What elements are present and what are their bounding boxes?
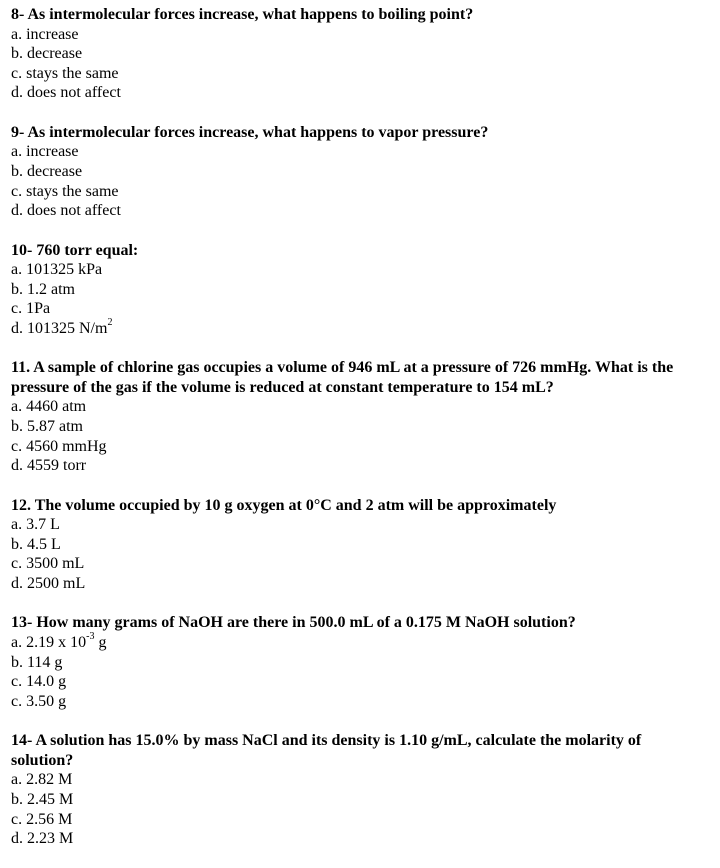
spacer	[11, 339, 720, 359]
option-d-text: d. 101325 N/m	[11, 319, 108, 337]
question-text: 12. The volume occupied by 10 g oxygen at 0°C and 2 atm will be approximately	[11, 496, 557, 514]
option-b: b. decrease	[11, 45, 83, 63]
question-10	[11, 241, 720, 339]
spacer	[11, 711, 720, 731]
option-b: b. 5.87 atm	[11, 418, 83, 436]
question-8	[11, 5, 720, 103]
option-b: b. 114 g	[11, 653, 63, 671]
option-a-text: a. 2.19 x 10	[11, 634, 87, 652]
option-d: d. does not affect	[11, 202, 121, 220]
option-c: c. 1Pa	[11, 300, 51, 318]
option-c: c. 3500 mL	[11, 555, 85, 573]
question-12	[11, 496, 720, 594]
spacer	[11, 103, 720, 123]
question-13	[11, 613, 720, 711]
option-b: b. 2.45 M	[11, 790, 74, 808]
option-d: d. 2500 mL	[11, 575, 86, 593]
option-a: a. increase	[11, 143, 79, 161]
spacer	[11, 594, 720, 614]
question-14	[11, 731, 720, 849]
option-a: a. 4460 atm	[11, 398, 87, 416]
spacer	[11, 221, 720, 241]
option-d: d. does not affect	[11, 84, 121, 102]
option-a: a. 101325 kPa	[11, 261, 103, 279]
option-c-duplicate: c. 3.50 g	[11, 692, 67, 710]
option-a-unit: g	[94, 634, 107, 652]
option-b: b. 1.2 atm	[11, 280, 75, 298]
question-11	[11, 358, 720, 476]
option-c: c. 2.56 M	[11, 810, 73, 828]
option-b: b. 4.5 L	[11, 535, 61, 553]
option-c: c. 14.0 g	[11, 673, 67, 691]
spacer	[11, 476, 720, 496]
superscript: 2	[107, 316, 113, 328]
option-a	[11, 630, 720, 653]
question-text: 9- As intermolecular forces increase, what happens to vapor pressure?	[11, 123, 489, 141]
question-9	[11, 123, 720, 221]
option-c: c. stays the same	[11, 182, 119, 200]
option-a: a. 3.7 L	[11, 516, 60, 534]
question-text: 8- As intermolecular forces increase, what happens to boiling point?	[11, 6, 474, 23]
question-text: 11. A sample of chlorine gas occupies a volume of 946 mL at a pressure of 726 mmHg. What is the pressure of the gas if the volume is reduced at constant temperature to 154 mL?	[11, 359, 674, 396]
question-text: 14- A solution has 15.0% by mass NaCl and its density is 1.10 g/mL, calculate the molarity of solution?	[11, 732, 642, 769]
option-c: c. 4560 mmHg	[11, 437, 107, 455]
option-b: b. decrease	[11, 162, 83, 180]
option-d	[11, 316, 720, 339]
option-d: d. 2.23 M	[11, 830, 74, 848]
superscript: -3	[86, 630, 95, 642]
option-c: c. stays the same	[11, 64, 119, 82]
option-a: a. 2.82 M	[11, 771, 73, 789]
question-text: 10- 760 torr equal:	[11, 241, 139, 259]
option-d: d. 4559 torr	[11, 457, 87, 475]
question-text: 13- How many grams of NaOH are there in 500.0 mL of a 0.175 M NaOH solution?	[11, 614, 576, 632]
option-a: a. increase	[11, 25, 79, 43]
